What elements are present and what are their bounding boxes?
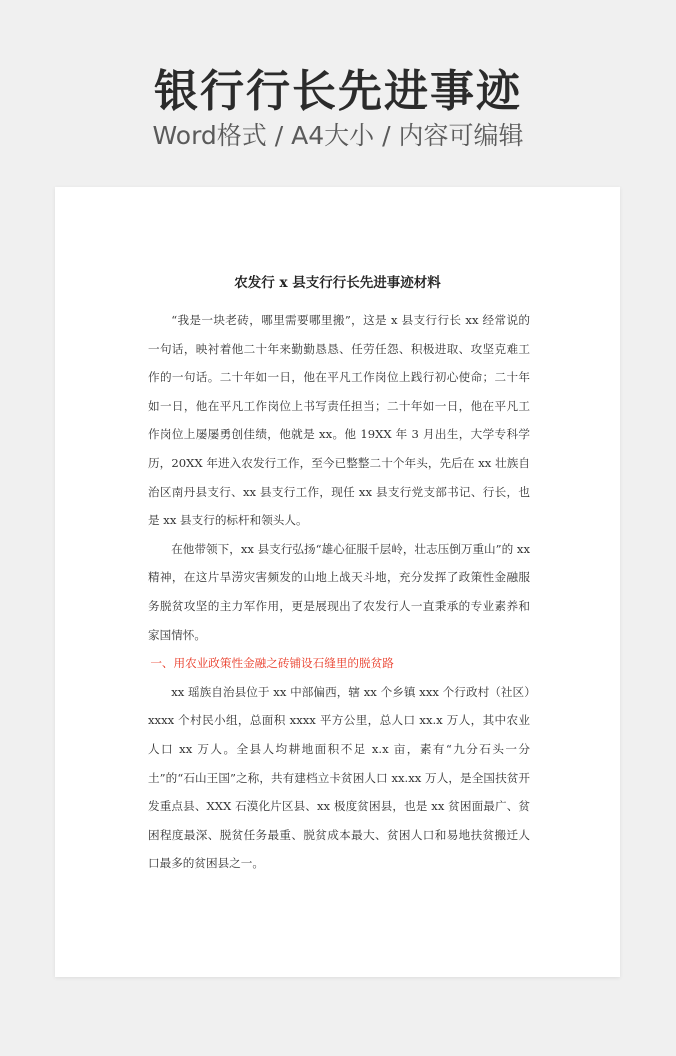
body-paragraph: “我是一块老砖，哪里需要哪里搬”，这是 x 县支行行长 xx 经常说的一句话，映衬着他二十年来勤勤恳恳、任劳任怨、积极进取、攻坚克难工作的一句话。二十年如一日，他在平凡工作岗位上践行初心使命；二十年如一日，他在平凡工作岗位上书写责任担当；二十年如一日，他在平凡工作岗位上屡屡勇创佳绩，他就是 xx。他 19XX 年 3 月出生，大学专科学历，20XX 年进入农发行工作，至今已整整二十个年头，先后在 xx 壮族自治区南丹县支行、xx 县支行工作，现任 xx 县支行党支部书记、行长，也是 xx 县支行的标杆和领头人。 (148, 313, 530, 528)
document-title: 农发行 x 县支行行长先进事迹材料 (234, 275, 441, 291)
banner-subtitle: Word格式 / A4大小 / 内容可编辑 (152, 121, 524, 150)
document-body (148, 306, 530, 878)
document-page (55, 187, 620, 977)
body-paragraph: xx 瑶族自治县位于 xx 中部偏西，辖 xx 个乡镇 xxx 个行政村（社区）xxxx 个村民小组，总面积 xxxx 平方公里，总人口 xx.x 万人，其中农业人口 xx 万人。全县人均耕地面积不足 x.x 亩，素有“九分石头一分土”的“石山王国”之称，共有建档立卡贫困人口 xx.xx 万人，是全国扶贫开发重点县、XXX 石漠化片区县、xx 极度贫困县，也是 xx 贫困面最广、贫困程度最深、脱贫任务最重、脱贫成本最大、贫困人口和易地扶贫搬迁人口最多的贫困县之一。 (148, 684, 530, 871)
section-heading: 一、用农业政策性金融之砖铺设石缝里的脱贫路 (150, 656, 394, 671)
body-paragraph: 在他带领下，xx 县支行弘扬“雄心征服千层岭，壮志压倒万重山”的 xx 精神，在这片旱涝灾害频发的山地上战天斗地，充分发挥了政策性金融服务脱贫攻坚的主力军作用，更是展现出了农发行人一直秉承的专业素养和家国情怀。 (148, 541, 530, 642)
banner-title: 银行行长先进事迹 (154, 66, 522, 117)
